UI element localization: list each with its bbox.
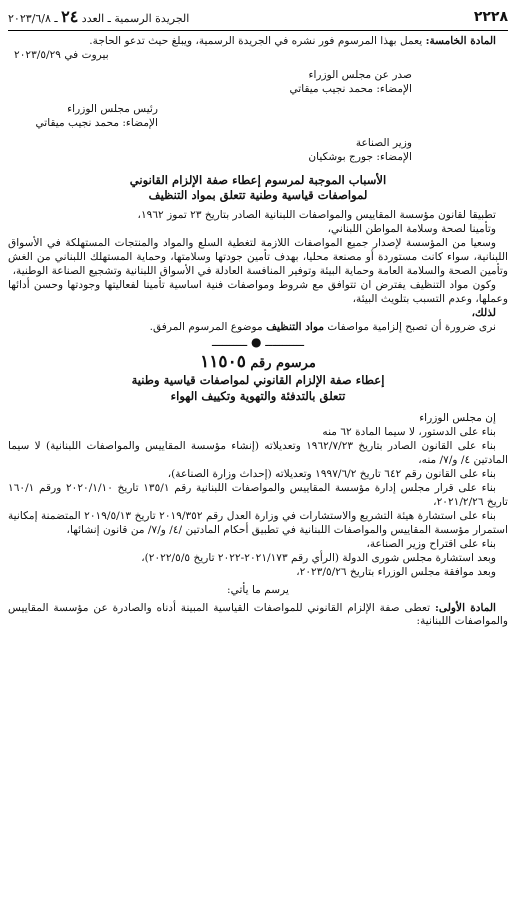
article-five-label: المادة الخامسة: [425, 35, 496, 47]
article-five [8, 35, 508, 49]
council-intro: إن مجلس الوزراء [419, 411, 496, 424]
gazette-issue-line [8, 6, 189, 27]
decree-title-line-1: إعطاء صفة الإلزام القانوني لمواصفات قياسية وطنية [131, 373, 385, 388]
proposal-pre: نرى ضرورة أن تصبح إلزامية مواصفات [327, 321, 496, 334]
legal-basis: بناء على استشارة هيئة التشريع والاستشارات في وزارة العدل رقم ٢٠١٩/٣٥٢ تاريخ ٢٠١٩/٥/١٣ المتضمنة إمكانية استمرار مؤسسة المقاييس والمواصفات اللبنانية في تطبيق أحكام المادتين /٤/ و/٧/ من قانون إنشائها، [8, 509, 508, 536]
prime-minister-title: رئيس مجلس الوزراء [67, 102, 158, 115]
reason-paragraph: وسعيا من المؤسسة لإصدار جميع المواصفات اللازمة لتغطية السلع والمواد والمنتجات المستهلكة في الأسواق اللبنانية، سواء كانت مستوردة أو مصنعة محليا، بهدف تأمين جودتها وسلامتها، وحماية المستهلك اللبناني من الغش وتأمين الصحة والسلامة العامة وحماية البيئة وتوفير المنافسة العادلة في الأسواق اللبنانية وتشجيع الصناعة الوطنية، [8, 237, 508, 278]
issue-date: ـ ٢٠٢٣/٦/٨ [8, 12, 58, 26]
page-header [8, 6, 508, 31]
decree-heading [8, 351, 508, 373]
issue-number: ٢٤ [61, 7, 79, 27]
legal-basis: بناء على القانون رقم ٦٤٢ تاريخ ١٩٩٧/٦/٢ وتعديلاته (إحداث وزارة الصناعة)، [167, 467, 496, 480]
article-one [8, 602, 508, 630]
decrees-following: يرسم ما يأتي: [227, 583, 289, 596]
reasons-title-line-1: الأسباب الموجبة لمرسوم إعطاء صفة الإلزام القانوني [129, 172, 387, 187]
proposal-paragraph [8, 321, 508, 335]
legal-basis: وبعد استشارة مجلس شورى الدولة (الرأي رقم ٢٠٢١/١٧٣-٢٠٢٢ تاريخ ٢٠٢٢/٥/٥)، [141, 551, 496, 564]
proposal-subject: مواد التنظيف [266, 321, 325, 334]
proposal-post: موضوع المرسوم المرفق. [149, 321, 263, 334]
legal-basis: وبعد موافقة مجلس الوزراء بتاريخ ٢٠٢٣/٥/٢٦، [296, 565, 496, 578]
article-one-label: المادة الأولى: [434, 601, 496, 614]
article-five-text: يعمل بهذا المرسوم فور نشره في الجريدة الرسمية، ويبلغ حيث تدعو الحاجة. [89, 35, 423, 47]
therefore-label: لذلك، [471, 307, 496, 320]
legal-basis: بناء على قرار مجلس إدارة مؤسسة المقاييس والمواصفات اللبنانية رقم ١٣٥/١ تاريخ ٢٠٢٠/١/١٠ ورقم ١٦٠/١ تاريخ ٢٠٢١/٢/٢٦، [8, 481, 508, 508]
reason-paragraph: وكون مواد التنظيف يفترض ان تتوافق مع شروط ومواصفات فنية اساسية تأمينا لفعاليتها وجودتها وحسن أدائها وعملها، وعدم التسبب بتلويث البيئة، [8, 279, 508, 306]
signature-two: الإمضاء: محمد نجيب ميقاتي [35, 116, 158, 129]
minister-title: وزير الصناعة [355, 136, 412, 149]
place-date: بيروت في ٢٠٢٣/٥/٢٩ [14, 48, 109, 61]
gazette-name: الجريدة الرسمية ـ العدد [81, 12, 190, 26]
decree-label: مرسوم رقم [250, 355, 316, 371]
reason-paragraph: وتأمينا لصحة وسلامة المواطن اللبناني، [327, 223, 496, 236]
legal-basis: بناء على اقتراح وزير الصناعة، [366, 537, 496, 550]
decree-title-line-2: تتعلق بالتدفئة والتهوية وتكييف الهواء [170, 388, 346, 403]
issued-by: صدر عن مجلس الوزراء [308, 68, 412, 81]
reason-paragraph: تطبيقا لقانون مؤسسة المقاييس والمواصفات اللبنانية الصادر بتاريخ ٢٣ تموز ١٩٦٢، [137, 209, 496, 222]
section-divider: ـــــــــــ ● ــــــــــ [212, 335, 304, 350]
signature-three: الإمضاء: جورج بوشكيان [308, 150, 412, 163]
reasons-title-line-2: لمواصفات قياسية وطنية تتعلق بمواد التنظيف [148, 188, 368, 203]
legal-basis: بناء على الدستور، لا سيما المادة ٦٢ منه [322, 425, 496, 438]
article-one-text: تعطى صفة الإلزام القانوني للمواصفات القياسية المبينة أدناه والصادرة عن مؤسسة المقاييس والمواصفات اللبنانية: [8, 601, 508, 628]
decree-number: ١١٥٠٥ [200, 351, 246, 372]
signature-one: الإمضاء: محمد نجيب ميقاتي [289, 82, 412, 95]
legal-basis: بناء على القانون الصادر بتاريخ ١٩٦٢/٧/٢٣ وتعديلاته (إنشاء مؤسسة المقاييس والمواصفات اللبنانية) لا سيما المادتين ٤/ و/٧/ منه، [8, 439, 508, 466]
page-number: ٢٢٢٨ [473, 8, 508, 25]
